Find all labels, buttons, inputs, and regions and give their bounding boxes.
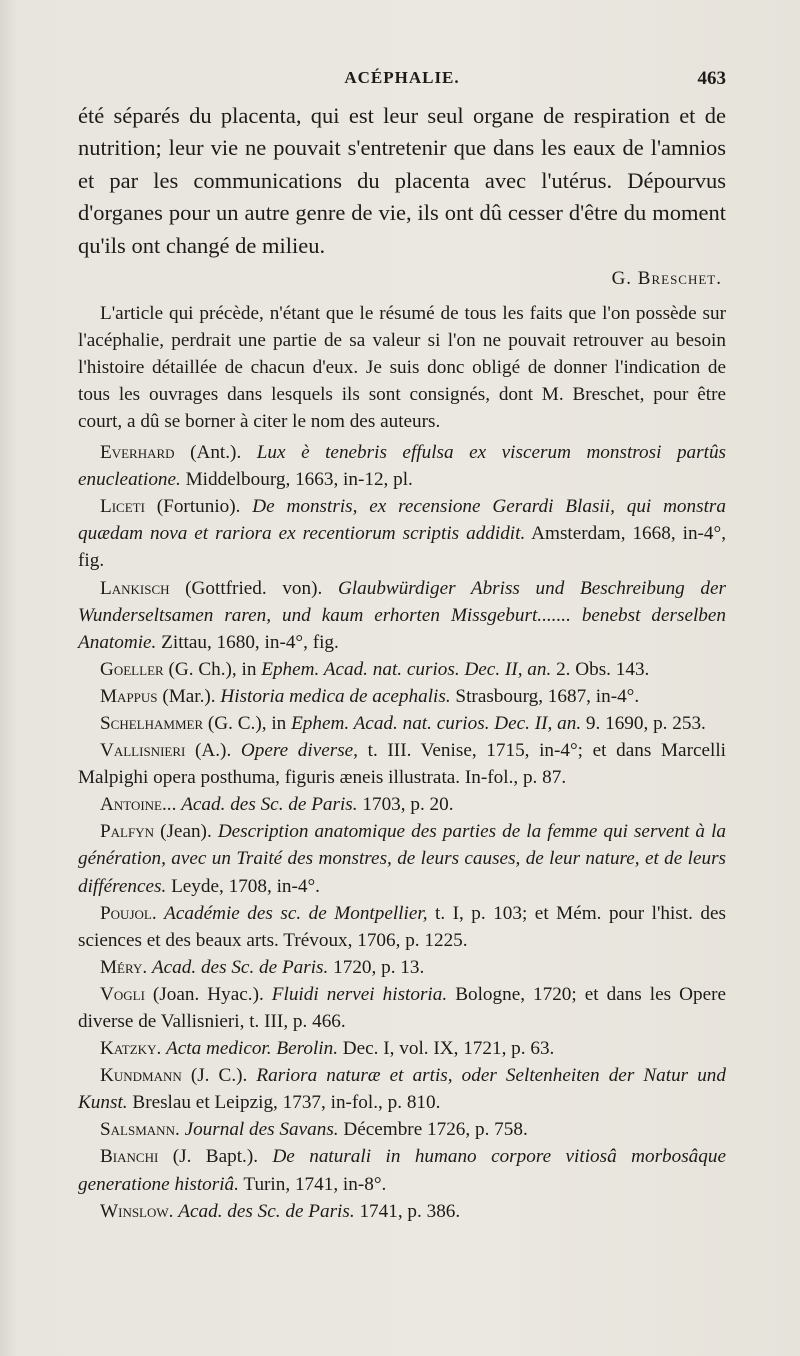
reference-title: Ephem. Acad. nat. curios. Dec. II, an. [291, 712, 582, 734]
reference-title: Glaubwürdiger Abriss und Beschreibung der Wunderseltsamen raren, und kaum erhorten Missgeburt....... benebst derselben Anatomie. [78, 577, 726, 653]
reference-details: (G. Ch.), in [163, 658, 262, 680]
reference-publication: 1720, p. 13. [328, 956, 425, 978]
reference-details: . [174, 1119, 185, 1141]
reference-details: (G. C.), in [203, 712, 292, 734]
reference-author: Vogli [100, 983, 145, 1005]
reference-author: Mappus [100, 685, 158, 707]
reference-details: . [142, 956, 152, 978]
reference-publication: Middelbourg, 1663, in-12, pl. [180, 469, 413, 491]
reference-entry [78, 1035, 726, 1062]
reference-details: (Gottfried. von). [169, 577, 338, 599]
reference-publication: t. III. Venise, 1715, in-4°; et dans Marcelli Malpighi opera posthuma, figuris æneis illustrata. In-fol., p. 87. [78, 740, 726, 789]
lead-section [78, 100, 726, 262]
reference-publication: Zittau, 1680, in-4°, fig. [156, 631, 339, 653]
reference-title: Acad. des Sc. de Paris. [151, 956, 329, 978]
reference-entry [78, 656, 726, 683]
reference-publication: Leyde, 1708, in-4°. [166, 875, 320, 897]
reference-entry [78, 981, 726, 1035]
reference-entry [78, 683, 726, 710]
reference-entry [78, 1116, 726, 1143]
reference-author: Poujol [100, 902, 152, 924]
running-title: ACÉPHALIE. [344, 68, 460, 87]
bibliography-intro: L'article qui précède, n'étant que le résumé de tous les faits que l'on possède sur l'acéphalie, perdrait une partie de sa valeur si l'on ne pouvait retrouver au besoin l'histoire détaillée de chacun d'eux. Je suis donc obligé de donner l'indication de tous les ouvrages dans lesquels ils sont consignés, dont M. Breschet, pour être court, a dû se borner à citer le nom des auteurs. [78, 303, 726, 433]
page-number: 463 [697, 68, 726, 89]
reference-publication: Breslau et Leipzig, 1737, in-fol., p. 810. [127, 1092, 441, 1114]
reference-entry [78, 710, 726, 737]
reference-author: Palfyn [100, 821, 155, 843]
reference-entry [78, 439, 726, 493]
reference-author: Salsmann [100, 1119, 175, 1141]
reference-author: Katzky [100, 1038, 157, 1060]
reference-title: Ephem. Acad. nat. curios. Dec. II, an. [261, 658, 552, 680]
reference-entry [78, 900, 726, 954]
reference-details: (Ant.). [174, 442, 257, 464]
reference-details: . [151, 902, 165, 924]
reference-author: Méry [100, 956, 143, 978]
lead-paragraph: été séparés du placenta, qui est leur seul organe de respiration et de nutrition; leur vie ne pouvait s'entretenir que dans les eaux de l'amnios et par les communications du placenta avec l'utérus. Dépourvus d'organes pour un autre genre de vie, ils ont dû cesser d'être du moment qu'ils ont changé de milieu. [78, 103, 726, 258]
signature-text: G. Breschet. [611, 268, 722, 290]
author-signature [78, 264, 726, 294]
reference-entry [78, 737, 726, 791]
reference-author: Liceti [100, 496, 145, 518]
reference-entry [78, 954, 726, 981]
reference-title: Rariora naturæ et artis, oder Seltenheiten der Natur und Kunst. [78, 1065, 726, 1114]
reference-author: Goeller [100, 658, 164, 680]
reference-publication: Dec. I, vol. IX, 1721, p. 63. [338, 1038, 555, 1060]
reference-publication: 1741, p. 386. [354, 1200, 461, 1222]
reference-publication: t. I, p. 103; et Mém. pour l'hist. des sciences et des beaux arts. Trévoux, 1706, p. 1225. [78, 902, 726, 951]
reference-title: Lux è tenebris effulsa ex viscerum monstrosi partûs enucleatione. [78, 442, 727, 491]
reference-title: Acad. des Sc. de Paris. [181, 794, 358, 816]
reference-publication: Décembre 1726, p. 758. [338, 1119, 528, 1141]
reference-title: Fluidi nervei historia. [271, 983, 448, 1005]
reference-entry [78, 575, 726, 656]
reference-details: (Joan. Hyac.). [144, 983, 272, 1005]
reference-publication: Strasbourg, 1687, in-4°. [450, 685, 640, 707]
reference-author: Lankisch [100, 577, 170, 599]
reference-publication: 1703, p. 20. [357, 794, 454, 816]
reference-author: Winslow [100, 1200, 169, 1222]
reference-details: (Jean). [154, 821, 218, 843]
reference-entry [78, 493, 726, 574]
reference-details: . [168, 1200, 179, 1222]
reference-title: Académie des sc. de Montpellier, [164, 902, 428, 924]
reference-author: Kundmann [100, 1065, 182, 1087]
reference-entry [78, 1198, 726, 1225]
reference-author: Vallisnieri [100, 740, 186, 762]
reference-publication: 2. Obs. 143. [551, 658, 650, 680]
reference-entry [78, 1062, 726, 1116]
reference-details: (J. C.). [181, 1065, 257, 1087]
reference-details: . [156, 1038, 167, 1060]
reference-publication: Turin, 1741, in-8°. [238, 1173, 387, 1195]
reference-title: Opere diverse, [240, 740, 358, 762]
reference-entry [78, 1143, 726, 1197]
reference-details: (Mar.). [157, 685, 221, 707]
page-body [78, 100, 726, 1225]
reference-title: Acad. des Sc. de Paris. [178, 1200, 355, 1222]
reference-entry [78, 818, 726, 899]
reference-title: Journal des Savans. [184, 1119, 339, 1141]
reference-details: (J. Bapt.). [158, 1146, 273, 1168]
reference-author: Antoine... [100, 794, 177, 816]
page-header [78, 68, 726, 98]
reference-publication: Bologne, 1720; et dans les Opere diverse de Vallisnieri, t. III, p. 466. [78, 983, 726, 1032]
reference-author: Bianchi [100, 1146, 159, 1168]
reference-author: Schelhammer [100, 712, 204, 734]
reference-title: De monstris, ex recensione Gerardi Blasii, qui monstra quædam nova et rariora ex recentiorum scriptis addidit. [78, 496, 726, 545]
reference-entry [78, 791, 726, 818]
reference-title: De naturali in humano corpore vitiosâ morbosâque generatione historiâ. [78, 1146, 726, 1195]
reference-author: Everhard [100, 442, 175, 464]
reference-title: Description anatomique des parties de la femme qui servent à la génération, avec un Traité des monstres, de leurs causes, de leur nature, et de leurs différences. [78, 821, 726, 897]
reference-list [78, 439, 726, 1225]
reference-publication: 9. 1690, p. 253. [581, 712, 706, 734]
reference-details: (A.). [185, 740, 241, 762]
reference-title: Historia medica de acephalis. [220, 685, 451, 707]
reference-publication: Amsterdam, 1668, in-4°, fig. [78, 523, 726, 572]
reference-details: (Fortunio). [144, 496, 253, 518]
reference-title: Acta medicor. Berolin. [166, 1038, 338, 1060]
